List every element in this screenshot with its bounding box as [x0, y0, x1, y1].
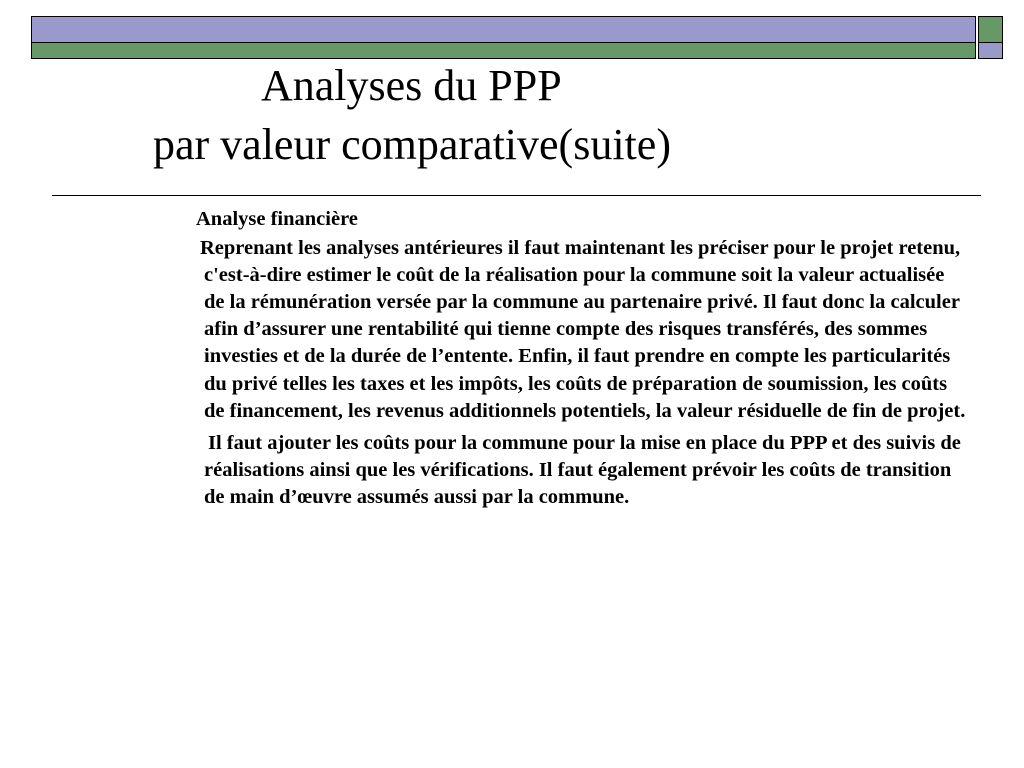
section-heading: Analyse financière	[196, 208, 358, 230]
paragraph-2: Il faut ajouter les coûts pour la commune pour la mise en place du PPP et des suivis de réalisations ainsi que les vérifications. Il faut également prévoir les coûts de transition de main d’œuvre assumés aussi par la commune.	[204, 431, 961, 508]
paragraph-1: Reprenant les analyses antérieures il faut maintenant les préciser pour le projet retenu, c'est-à-dire estimer le coût de la réalisation pour la commune soit la valeur actualisée de la rémunération versée par la commune au partenaire privé. Il faut donc la calculer afin d’assurer une rentabilité qui tienne compte des risques transférés, des sommes investies et de la durée de l’entente. Enfin, il faut prendre en compte les particularités du privé telles les taxes et les impôts, les coûts de préparation de soumission, les coûts de financement, les revenus additionnels potentiels, la valeur résiduelle de fin de projet.	[200, 237, 966, 422]
slide-body	[196, 206, 966, 516]
header-bar-blue	[31, 16, 976, 43]
slide-title-line-1: Analyses du PPP	[261, 61, 562, 110]
slide-title-line-2: par valeur comparative(suite)	[153, 119, 671, 169]
title-divider	[52, 195, 981, 196]
header-square-green	[978, 16, 1003, 43]
header-square-blue	[978, 42, 1003, 59]
header-bar-green	[31, 42, 976, 59]
slide-title	[0, 60, 1024, 172]
